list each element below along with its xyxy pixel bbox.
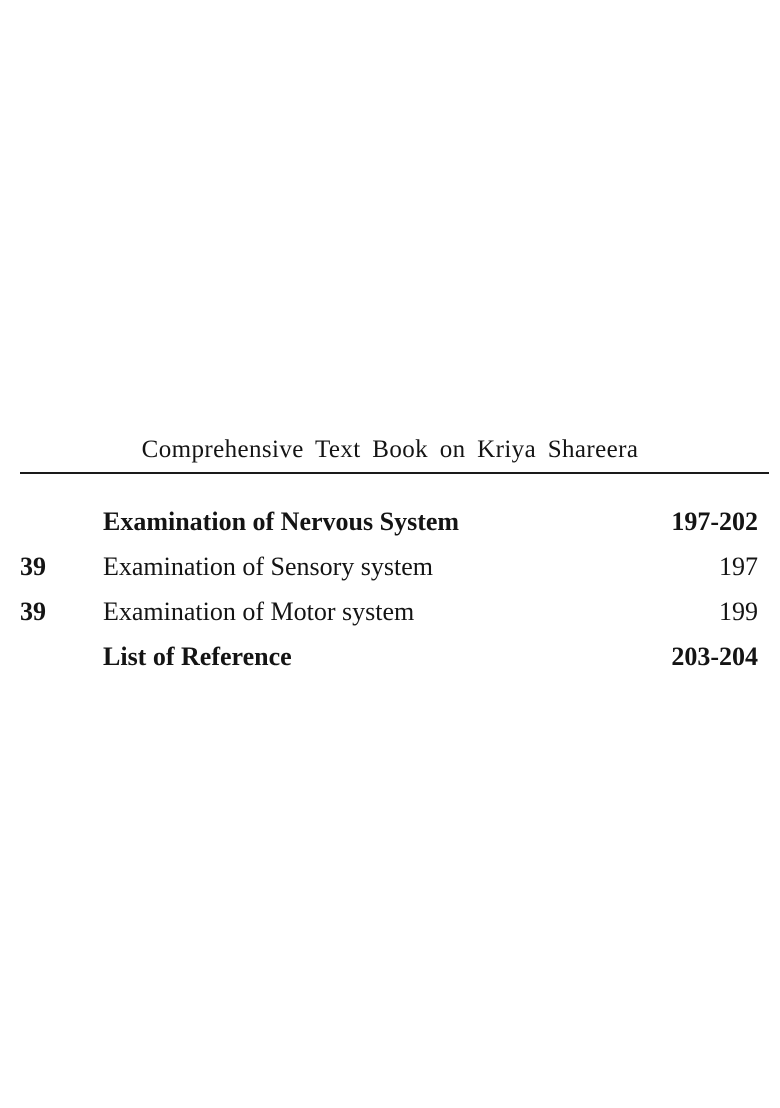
toc-entry-number: 39: [20, 597, 46, 626]
toc-entry-list-of-reference: [0, 637, 780, 682]
toc-entry-nervous-system: [0, 502, 780, 547]
toc-entry-title: Examination of Nervous System: [103, 507, 460, 536]
toc-entry-pages: 199: [719, 597, 758, 626]
table-of-contents: [0, 502, 780, 682]
toc-entry-title: Examination of Motor system: [103, 597, 415, 626]
toc-entry-title: Examination of Sensory system: [103, 552, 434, 581]
running-head: Comprehensive Text Book on Kriya Shareera: [141, 436, 639, 463]
toc-entry-sensory-system: [0, 547, 780, 592]
toc-entry-pages: 197-202: [671, 507, 758, 536]
header-rule: [20, 472, 769, 474]
toc-entry-pages: 197: [719, 552, 758, 581]
toc-entry-title: List of Reference: [103, 642, 292, 671]
toc-entry-pages: 203-204: [671, 642, 758, 671]
toc-entry-motor-system: [0, 592, 780, 637]
toc-entry-number: 39: [20, 552, 46, 581]
